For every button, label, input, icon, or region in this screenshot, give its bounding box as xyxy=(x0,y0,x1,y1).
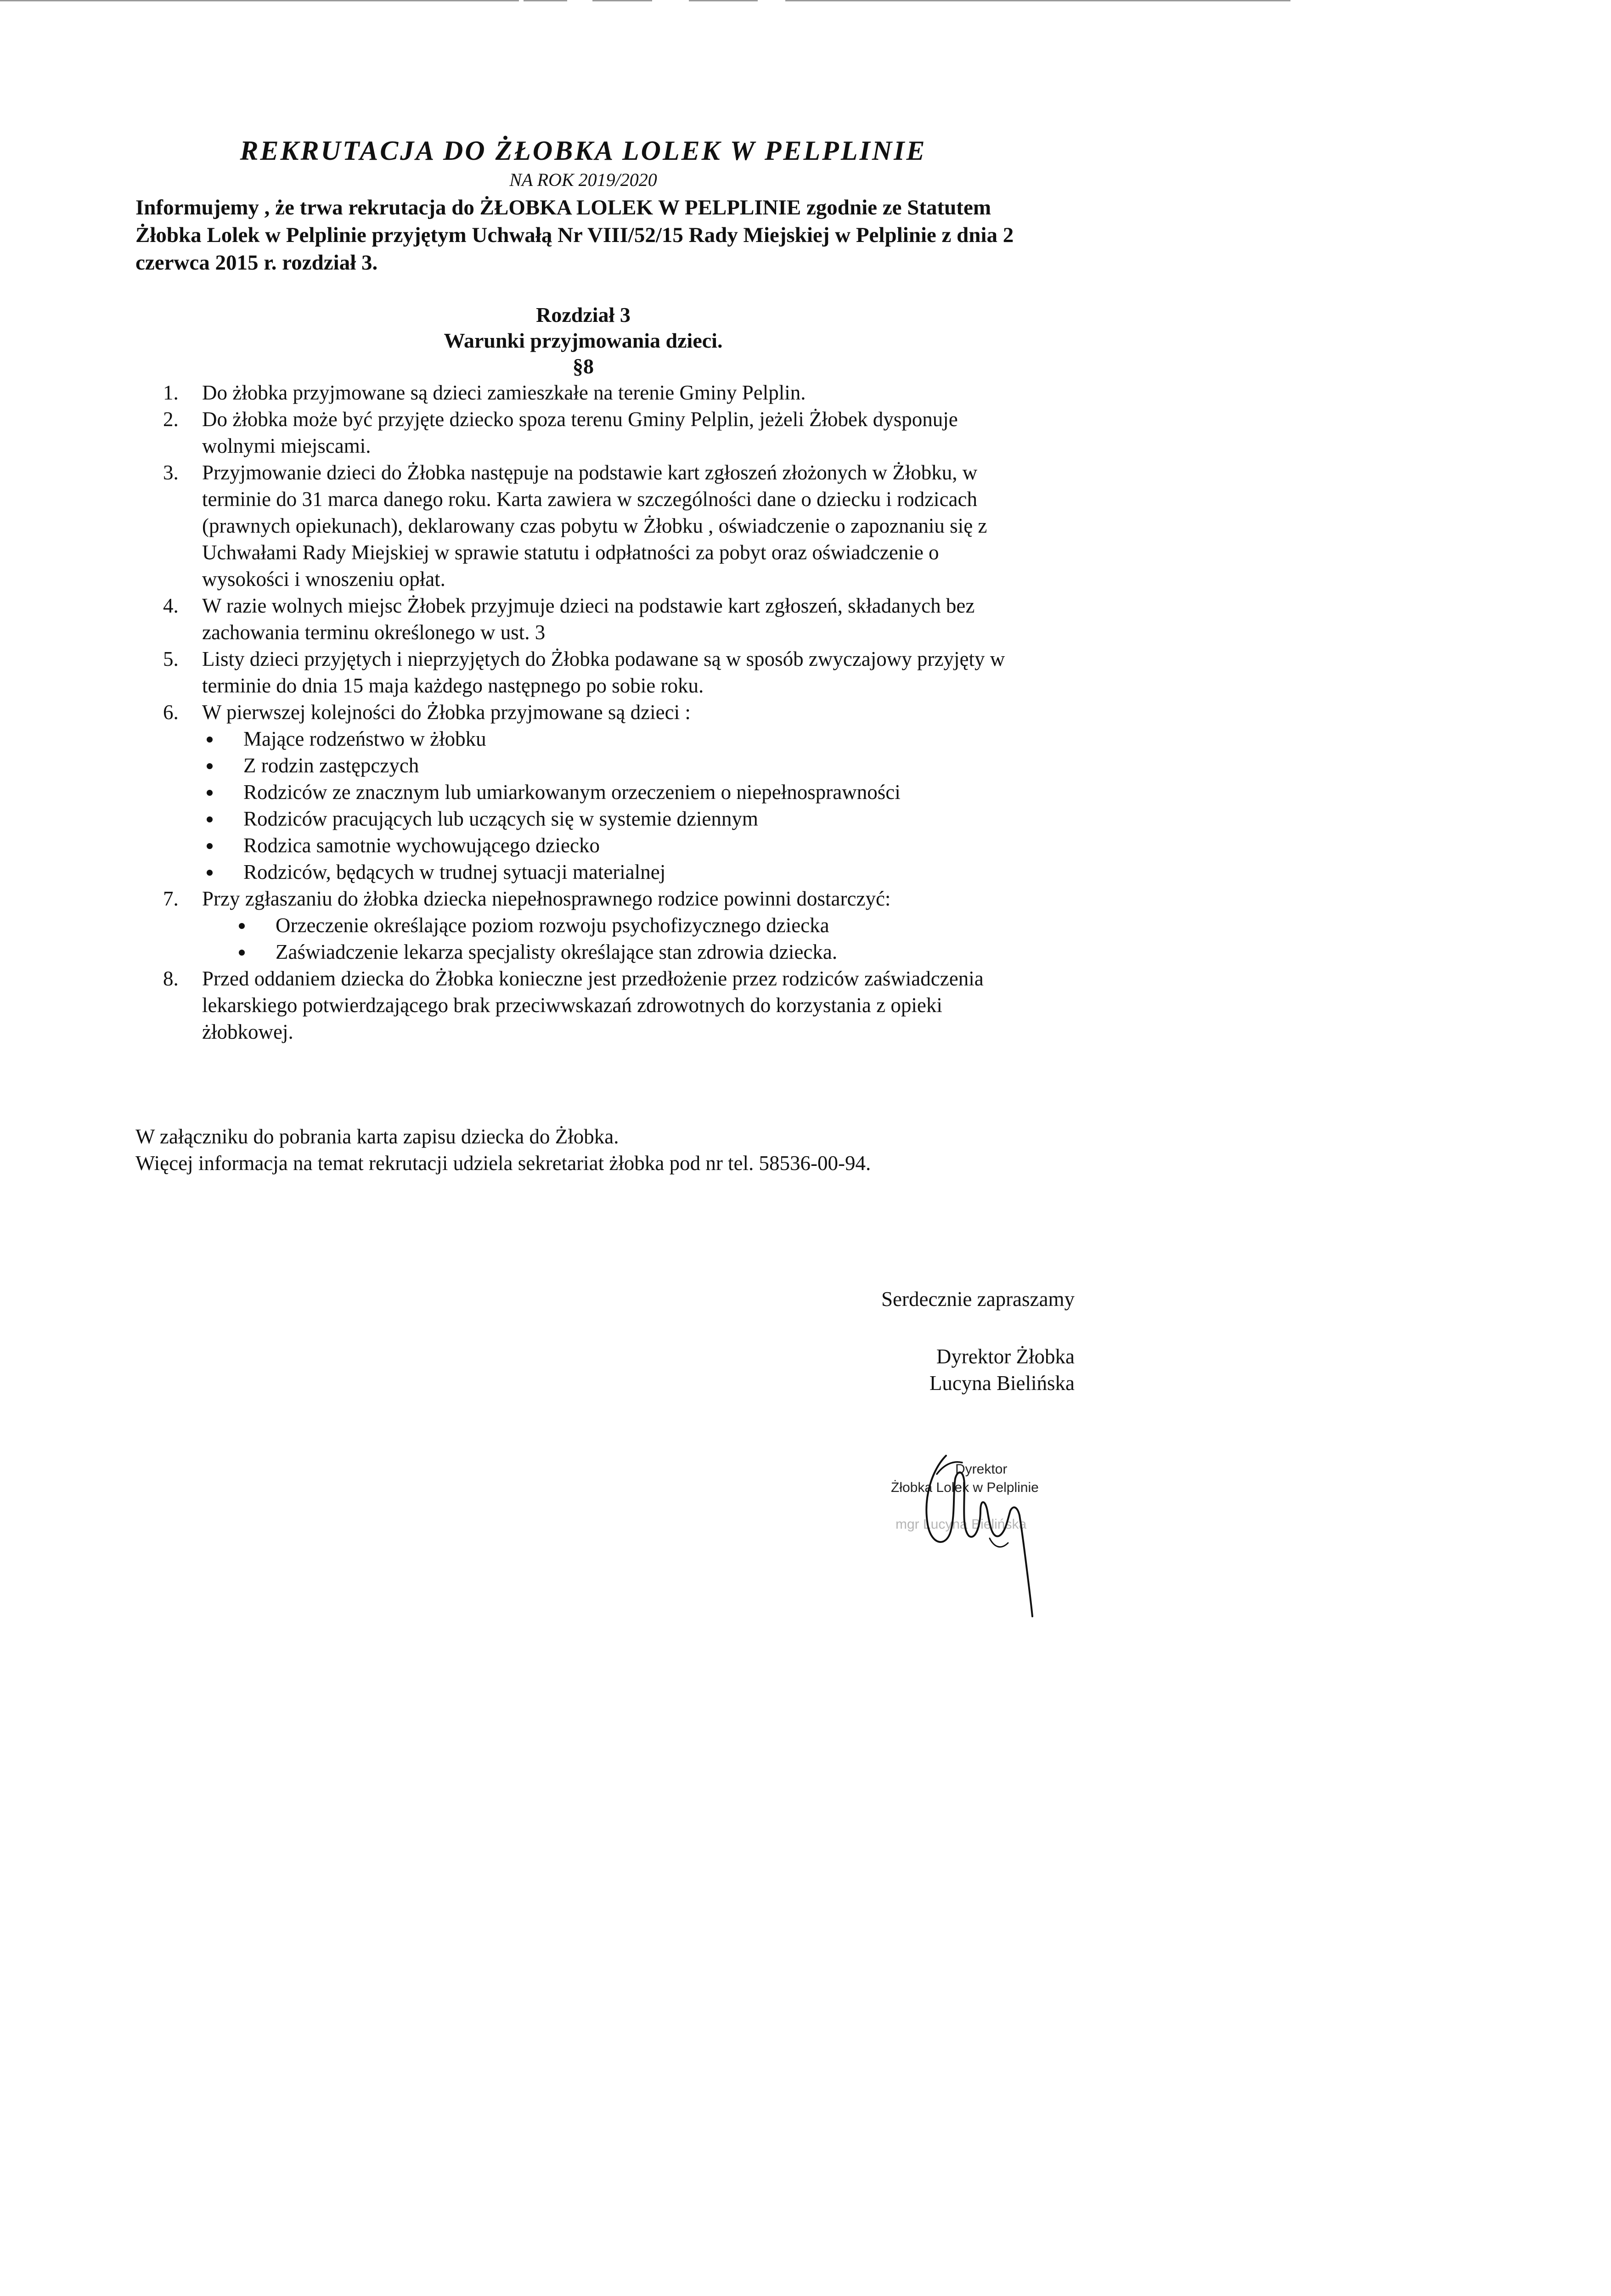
signature-block xyxy=(753,1343,1075,1396)
stamp-line-name: mgr Lucyna Bielińska xyxy=(896,1517,1027,1532)
greeting-text: Serdecznie zapraszamy xyxy=(881,1288,1075,1311)
rule-text: Przed oddaniem dziecka do Żłobka konieczne jest przedłożenie przez rodziców zaświadczenia lekarskiego potwierdzającego brak przeciwwskazań zdrowotnych do korzystania z opieki żłobkowej. xyxy=(202,967,984,1043)
bullet-icon xyxy=(239,923,245,929)
chapter-heading: Rozdział 3 xyxy=(536,303,631,326)
disability-doc-text: Zaświadczenie lekarza specjalisty określające stan zdrowia dziecka. xyxy=(276,940,838,963)
rules-list-final xyxy=(135,965,1031,1045)
rule-number: 2. xyxy=(163,408,179,431)
priority-item xyxy=(202,752,1098,779)
rules-list-continued xyxy=(135,885,1031,912)
scan-artifact-line xyxy=(524,0,567,1)
rule-text: W pierwszej kolejności do Żłobka przyjmowane są dzieci : xyxy=(202,701,691,724)
chapter-heading-block xyxy=(135,302,1031,379)
bullet-icon xyxy=(239,950,245,956)
priority-item xyxy=(202,779,1098,805)
rules-list xyxy=(135,379,1031,726)
priority-list xyxy=(202,726,1098,885)
document-page xyxy=(135,133,1192,1176)
rule-number: 1. xyxy=(163,381,179,404)
bullet-icon xyxy=(207,763,213,769)
scan-artifact-line xyxy=(592,0,652,1)
chapter-subheading: Warunki przyjmowania dzieci. xyxy=(444,329,723,352)
rule-number: 3. xyxy=(163,461,179,484)
rule-item xyxy=(135,646,1031,699)
rule-text: Przy zgłaszaniu do żłobka dziecka niepełnosprawnego rodzice powinni dostarczyć: xyxy=(202,887,891,910)
priority-item xyxy=(202,726,1098,752)
rule-number: 4. xyxy=(163,594,179,617)
greeting-block xyxy=(753,1286,1075,1312)
priority-item xyxy=(202,805,1098,832)
attachment-note: W załączniku do pobrania karta zapisu dziecka do Żłobka. xyxy=(135,1125,619,1148)
disability-doc-item xyxy=(202,912,1098,939)
priority-text: Rodziców ze znacznym lub umiarkowanym orzeczeniem o niepełnosprawności xyxy=(243,781,901,804)
signatory-name: Lucyna Bielińska xyxy=(929,1372,1075,1395)
bullet-icon xyxy=(207,790,213,796)
bullet-icon xyxy=(207,843,213,849)
priority-text: Z rodzin zastępczych xyxy=(243,754,419,777)
rule-item xyxy=(135,699,1031,726)
contact-note: Więcej informacja na temat rekrutacji udziela sekretariat żłobka pod nr tel. 58536-00-94. xyxy=(135,1152,871,1175)
bullet-icon xyxy=(207,870,213,876)
rule-number: 5. xyxy=(163,647,179,670)
scan-artifact-line xyxy=(785,0,1290,1)
rule-number: 8. xyxy=(163,967,179,990)
bullet-icon xyxy=(207,737,213,743)
rule-item xyxy=(135,592,1031,646)
stamp-line-role: Dyrektor xyxy=(955,1462,1008,1477)
document-title: REKRUTACJA DO ŻŁOBKA LOLEK W PELPLINIE xyxy=(240,135,927,166)
rule-item xyxy=(135,885,1031,912)
rule-number: 6. xyxy=(163,701,179,724)
rule-text: Do żłobka może być przyjęte dziecko spoza terenu Gminy Pelplin, jeżeli Żłobek dysponuje wolnymi miejscami. xyxy=(202,408,958,457)
disability-doc-item xyxy=(202,939,1098,965)
rule-text: Do żłobka przyjmowane są dzieci zamieszkałe na terenie Gminy Pelplin. xyxy=(202,381,806,404)
signatory-role: Dyrektor Żłobka xyxy=(936,1345,1075,1368)
priority-text: Mające rodzeństwo w żłobku xyxy=(243,727,486,750)
scan-artifact-line xyxy=(689,0,758,1)
priority-item xyxy=(202,859,1098,885)
bullet-icon xyxy=(207,816,213,822)
rule-text: W razie wolnych miejsc Żłobek przyjmuje dzieci na podstawie kart zgłoszeń, składanych bez zachowania terminu określonego w ust. 3 xyxy=(202,594,975,644)
rule-text: Listy dzieci przyjętych i nieprzyjętych do Żłobka podawane są w sposób zwyczajowy przyjęty w terminie do dnia 15 maja każdego następnego po sobie roku. xyxy=(202,647,1005,697)
disability-doc-text: Orzeczenie określające poziom rozwoju psychofizycznego dziecka xyxy=(276,914,829,937)
rule-number: 7. xyxy=(163,887,179,910)
footer-notes xyxy=(135,1123,1192,1176)
section-marker: §8 xyxy=(573,355,594,378)
rule-item xyxy=(135,459,1031,592)
intro-paragraph: Informujemy , że trwa rekrutacja do ŻŁOBKA LOLEK W PELPLINIE zgodnie ze Statutem Żłobka Lolek w Pelplinie przyjętym Uchwałą Nr VIII/52/15 Rady Miejskiej w Pelplinie z dnia 2 czerwca 2015 r. rozdział 3. xyxy=(135,196,1014,275)
scan-artifact-line xyxy=(0,0,519,1)
priority-item xyxy=(202,832,1098,859)
stamp-line-institution: Żłobka Lolek w Pelplinie xyxy=(891,1480,1039,1495)
document-subtitle: NA ROK 2019/2020 xyxy=(509,169,657,190)
handwritten-signature-icon xyxy=(877,1442,1084,1626)
rule-item xyxy=(135,406,1031,459)
priority-text: Rodziców pracujących lub uczących się w systemie dziennym xyxy=(243,807,758,830)
disability-docs-list xyxy=(202,912,1098,965)
rule-item xyxy=(135,965,1031,1045)
rule-text: Przyjmowanie dzieci do Żłobka następuje na podstawie kart zgłoszeń złożonych w Żłobku, w terminie do 31 marca danego roku. Karta zawiera w szczególności dane o dziecku i rodzicach (prawnych opiekunach), deklarowany czas pobytu w Żłobku , oświadczenie o zapoznaniu się z Uchwałami Rady Miejskiej w sprawie statutu i odpłatności za pobyt oraz oświadczenie o wysokości i wnoszeniu opłat. xyxy=(202,461,987,591)
rule-item xyxy=(135,379,1031,406)
priority-text: Rodziców, będących w trudnej sytuacji materialnej xyxy=(243,861,666,884)
priority-text: Rodzica samotnie wychowującego dziecko xyxy=(243,834,600,857)
official-stamp xyxy=(877,1442,1084,1626)
